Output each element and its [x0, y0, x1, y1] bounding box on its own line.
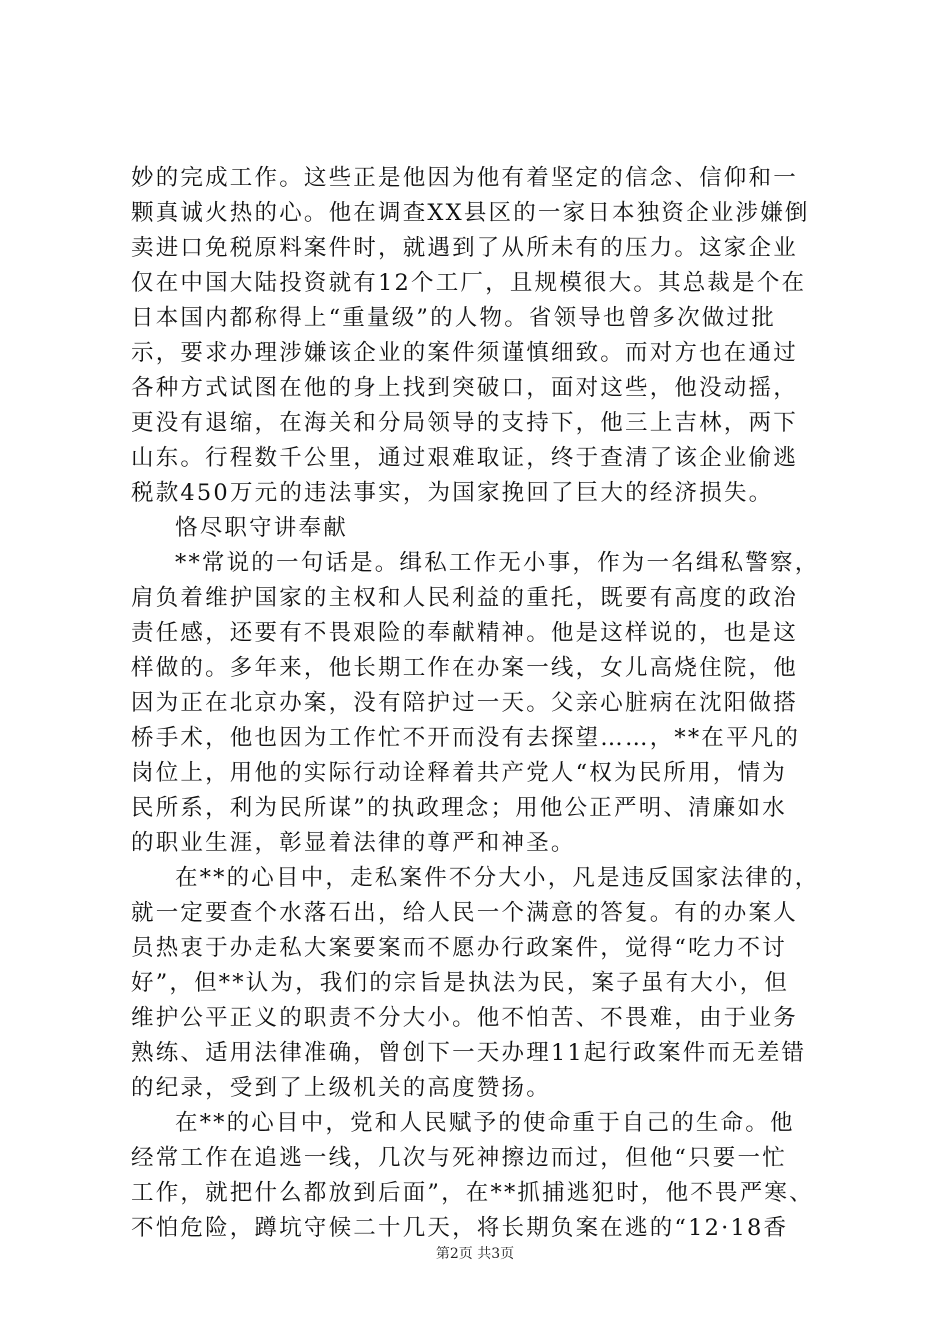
body-line: 样做的。多年来，他长期工作在办案一线，女儿高烧住院，他 — [131, 655, 798, 681]
body-line: 仅在中国大陆投资就有12个工厂，且规模很大。其总裁是个在 — [131, 270, 807, 296]
body-line: 妙的完成工作。这些正是他因为他有着坚定的信念、信仰和一 — [131, 165, 798, 191]
body-line: 经常工作在追逃一线，几次与死神擦边而过，但他“只要一忙 — [131, 1145, 787, 1171]
body-line: 熟练、适用法律准确，曾创下一天办理11起行政案件而无差错 — [131, 1040, 807, 1066]
body-line: 卖进口免税原料案件时，就遇到了从所未有的压力。这家企业 — [131, 235, 798, 261]
body-line: 颗真诚火热的心。他在调查XX县区的一家日本独资企业涉嫌倒 — [131, 200, 810, 226]
body-line: 示，要求办理涉嫌该企业的案件须谨慎细致。而对方也在通过 — [131, 340, 798, 366]
body-line: 税款450万元的违法事实，为国家挽回了巨大的经济损失。 — [131, 480, 774, 506]
body-line: 各种方式试图在他的身上找到突破口，面对这些，他没动摇， — [131, 375, 798, 401]
body-line: 山东。行程数千公里，通过艰难取证，终于查清了该企业偷逃 — [131, 445, 798, 471]
body-line: 工作，就把什么都放到后面”，在**抓捕逃犯时，他不畏严寒、 — [131, 1180, 814, 1206]
body-line: 在**的心目中，走私案件不分大小，凡是违反国家法律的， — [175, 865, 820, 891]
body-line: 民所系，利为民所谋”的执政理念；用他公正严明、清廉如水 — [131, 795, 787, 821]
body-line: 日本国内都称得上“重量级”的人物。省领导也曾多次做过批 — [131, 305, 776, 331]
body-line: 责任感，还要有不畏艰险的奉献精神。他是这样说的，也是这 — [131, 620, 798, 646]
body-line: 员热衷于办走私大案要案而不愿办行政案件，觉得“吃力不讨 — [131, 935, 787, 961]
body-line: 肩负着维护国家的主权和人民利益的重托，既要有高度的政治 — [131, 585, 798, 611]
body-line: 就一定要查个水落石出，给人民一个满意的答复。有的办案人 — [131, 900, 798, 926]
body-line: 岗位上，用他的实际行动诠释着共产党人“权为民所用，情为 — [131, 760, 787, 786]
body-line: 好”，但**认为，我们的宗旨是执法为民，案子虽有大小，但 — [131, 970, 790, 996]
body-line: 的职业生涯，彰显着法律的尊严和神圣。 — [131, 830, 576, 856]
section-heading: 恪尽职守讲奉献 — [175, 515, 348, 541]
body-line: 不怕危险，蹲坑守候二十几天，将长期负案在逃的“12·18香 — [131, 1215, 789, 1241]
body-line: 在**的心目中，党和人民赋予的使命重于自己的生命。他 — [175, 1110, 795, 1136]
body-line: 因为正在北京办案，没有陪护过一天。父亲心脏病在沈阳做搭 — [131, 690, 798, 716]
body-line: **常说的一句话是。缉私工作无小事，作为一名缉私警察， — [175, 550, 820, 576]
body-line: 维护公平正义的职责不分大小。他不怕苦、不畏难，由于业务 — [131, 1005, 798, 1031]
body-line: 更没有退缩，在海关和分局领导的支持下，他三上吉林，两下 — [131, 410, 798, 436]
body-line: 桥手术，他也因为工作忙不开而没有去探望……，**在平凡的 — [131, 725, 801, 751]
page-footer: 第2页 共3页 — [435, 1246, 515, 1262]
body-line: 的纪录，受到了上级机关的高度赞扬。 — [131, 1075, 551, 1101]
